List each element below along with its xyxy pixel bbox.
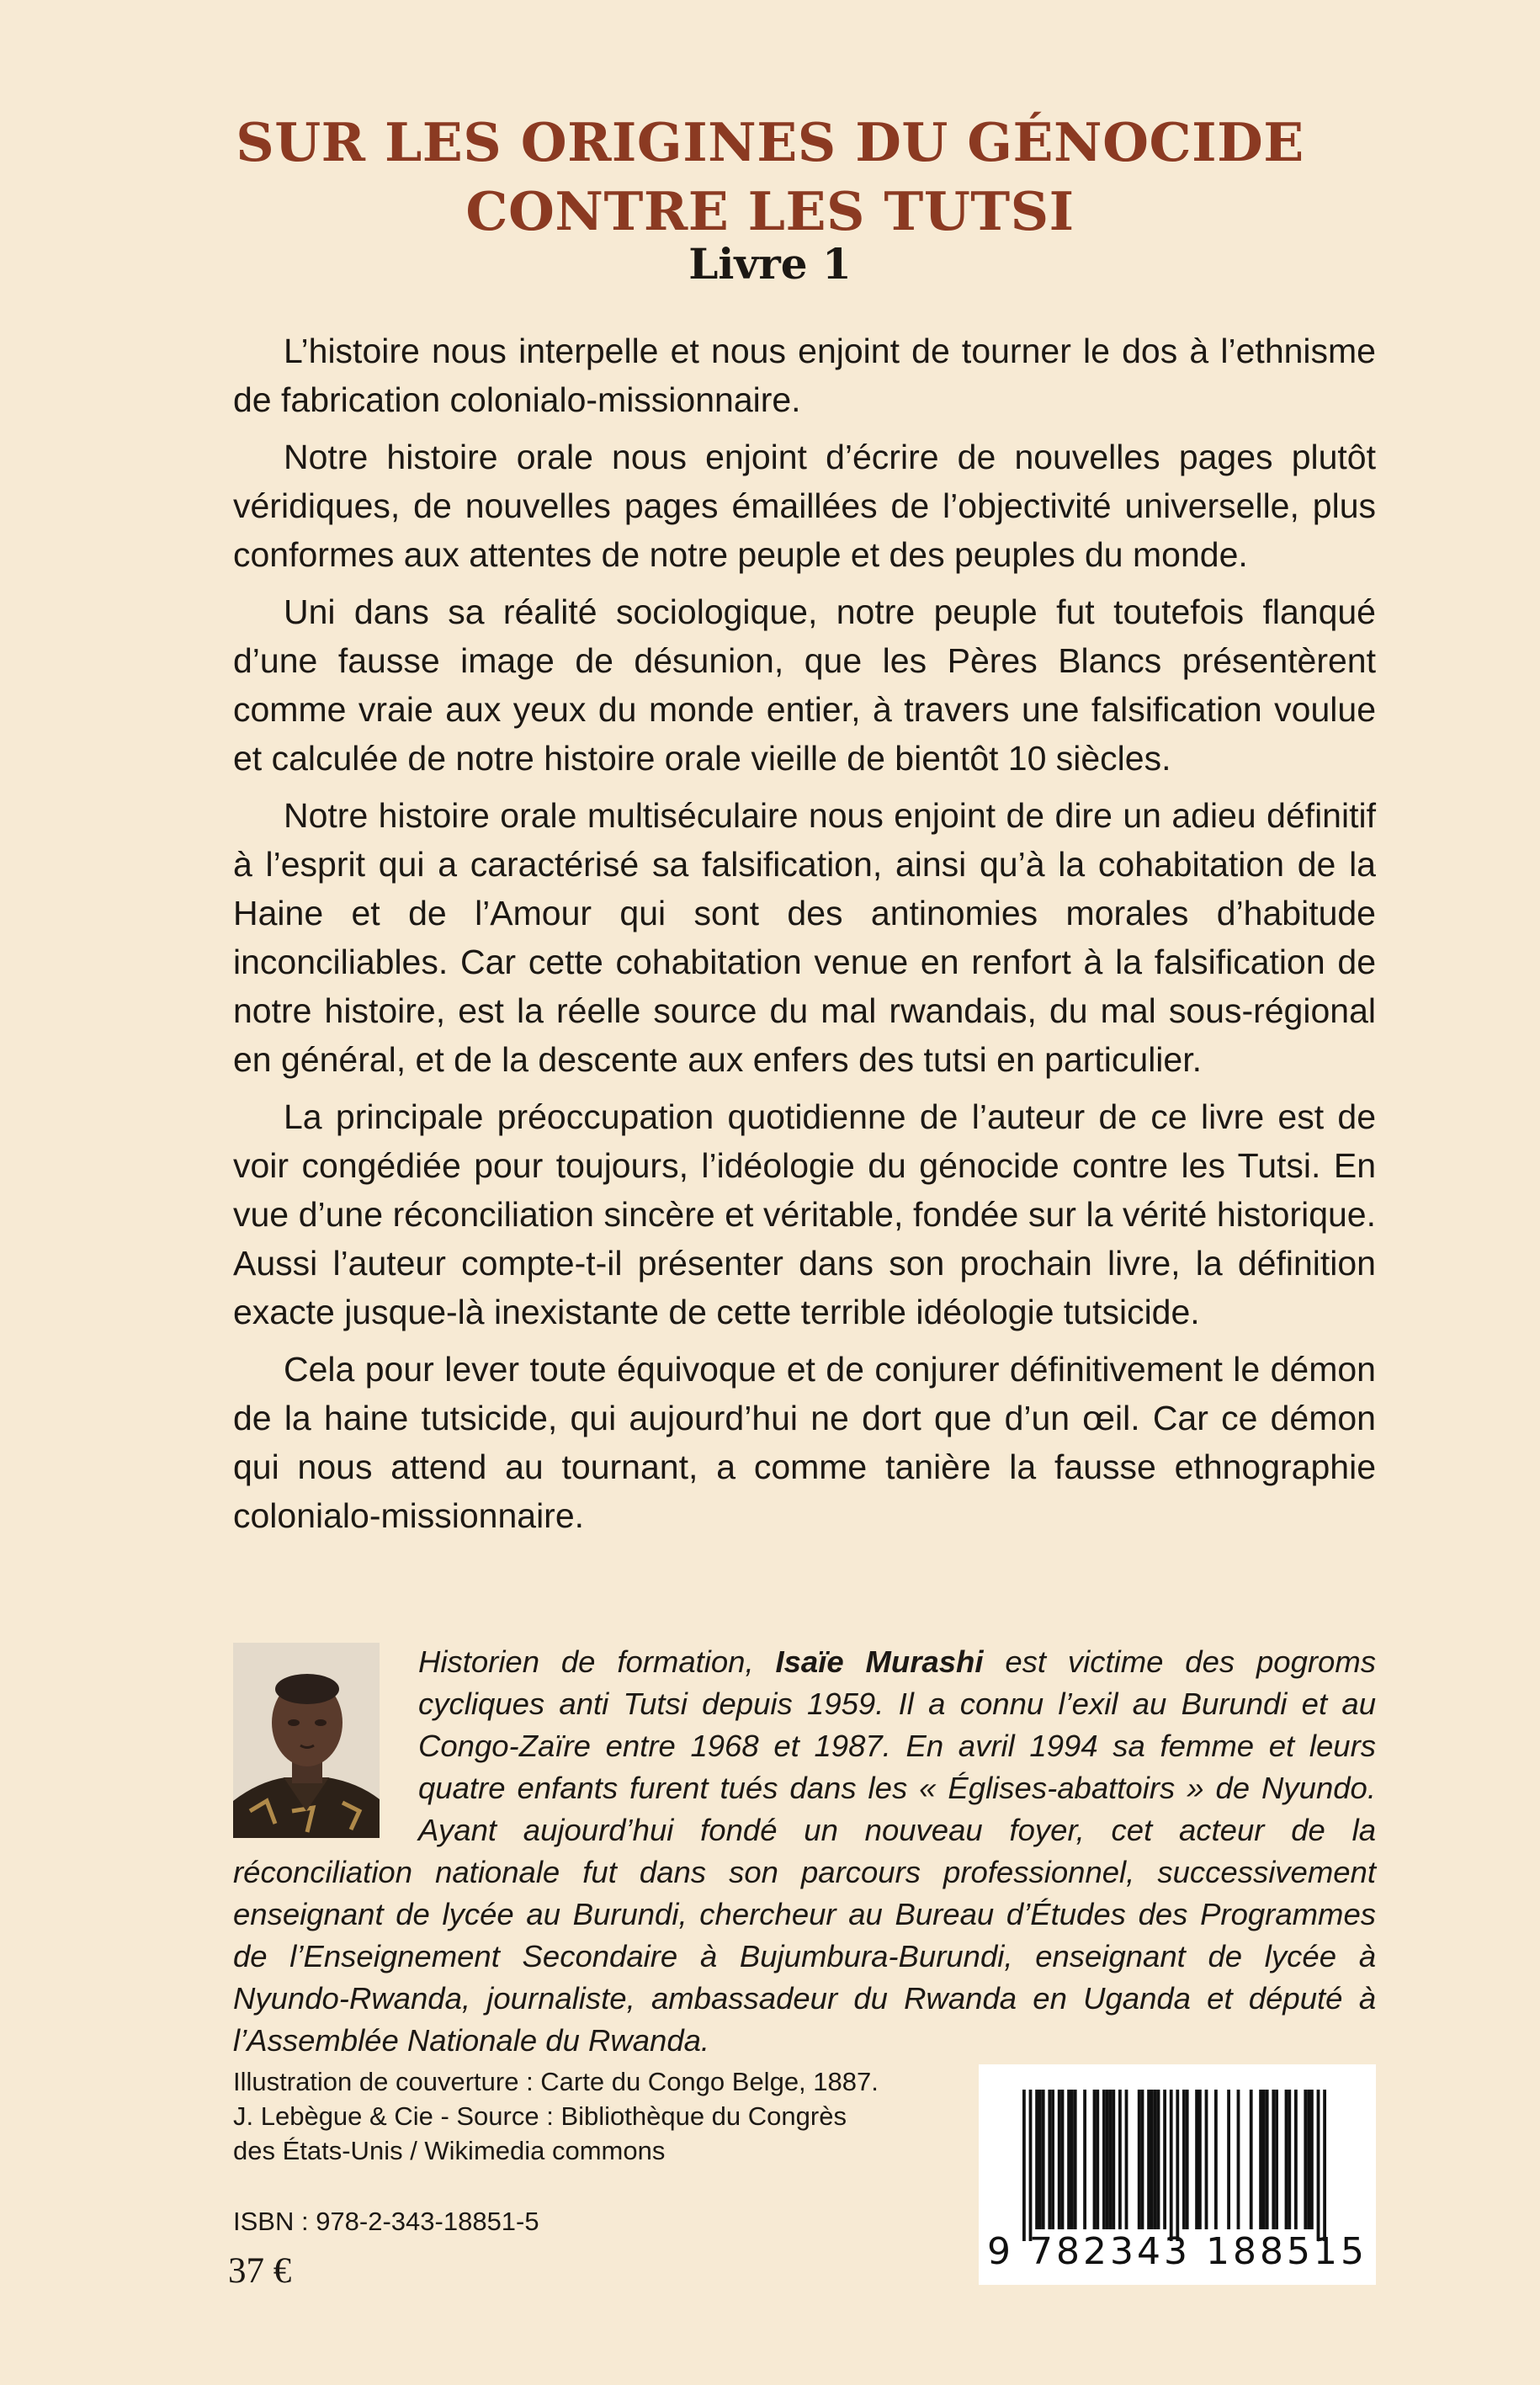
- back-cover-text: [233, 327, 1376, 1548]
- barcode-bar: [1304, 2090, 1307, 2229]
- cover-credits: [233, 2064, 889, 2168]
- barcode-bar: [1109, 2090, 1113, 2229]
- barcode-bar: [1323, 2090, 1326, 2241]
- barcode-bar: [1061, 2090, 1065, 2229]
- barcode-bar: [1070, 2090, 1074, 2229]
- barcode-bar: [1266, 2090, 1269, 2229]
- barcode-bar: [1035, 2090, 1038, 2229]
- barcode: [979, 2064, 1376, 2285]
- barcode-bar: [1163, 2090, 1166, 2229]
- barcode-bar: [1275, 2090, 1278, 2229]
- barcode-bar: [1147, 2090, 1150, 2229]
- bio-prefix: Historien de formation,: [418, 1644, 754, 1679]
- credits-line-2: J. Lebègue & Cie - Source : Bibliothèque du Congrès: [233, 2101, 847, 2131]
- book-subtitle: Livre 1: [688, 239, 852, 289]
- barcode-bar: [1112, 2090, 1115, 2229]
- barcode-bar: [1074, 2090, 1077, 2229]
- barcode-bar: [1317, 2090, 1320, 2241]
- barcode-bar: [1154, 2090, 1157, 2229]
- barcode-bar: [1237, 2090, 1240, 2229]
- barcode-bar: [1125, 2090, 1128, 2229]
- price: 37 €: [228, 2251, 292, 2291]
- paragraph: Notre histoire orale nous enjoint d’écrire de nouvelles pages plutôt véridiques, de nouvelles pages émaillées de l’objectivité universelle, plus conformes aux attentes de notre peuple et des peuples du monde.: [233, 438, 1376, 574]
- barcode-bar: [1310, 2090, 1314, 2229]
- barcode-bar: [1029, 2090, 1033, 2241]
- book-title-line-2: CONTRE LES TUTSI: [465, 180, 1075, 242]
- barcode-bar: [1262, 2090, 1266, 2229]
- barcode-bar: [1141, 2090, 1144, 2229]
- barcode-bar: [1096, 2090, 1099, 2229]
- bio-text: est victime des pogroms cycliques anti Tutsi depuis 1959. Il a connu l’exil au Burundi et au Congo-Zaïre entre 1968 et 1987. En avril 1994 sa femme et leurs quatre enfants furent tués dans les « Églises-abattoirs » de Nyundo. Ayant aujourd’hui fondé un nouveau foyer, cet acteur de la réconciliation nationale fut dans son parcours professionnel, successivement enseignant de lycée au Burundi, chercheur au Bureau d’Études des Programmes de l’Enseignement Secondaire à Bujumbura-Burundi, enseignant de lycée à Nyundo-Rwanda, journaliste, ambassadeur du Rwanda en Uganda et député à l’Assemblée Nationale du Rwanda.: [233, 1644, 1376, 2058]
- barcode-bar: [1083, 2090, 1086, 2229]
- paragraph: Uni dans sa réalité sociologique, notre peuple fut toutefois flanqué d’une fausse image de désunion, que les Pères Blancs présentèrent comme vraie aux yeux du monde entier, à travers une falsification voulue et calculée de notre histoire orale vieille de bientôt 10 siècles.: [233, 592, 1376, 778]
- barcode-bar: [1170, 2090, 1173, 2241]
- barcode-bar: [1093, 2090, 1097, 2229]
- barcode-bar: [1250, 2090, 1253, 2229]
- barcode-bar: [1138, 2090, 1141, 2229]
- credits-line-3: des États-Unis / Wikimedia commons: [233, 2136, 666, 2165]
- barcode-bar: [1198, 2090, 1202, 2229]
- barcode-bar: [1058, 2090, 1061, 2229]
- author-name: Isaïe Murashi: [775, 1644, 984, 1679]
- isbn: ISBN : 978-2-343-18851-5: [233, 2207, 539, 2236]
- barcode-bar: [1288, 2090, 1291, 2229]
- barcode-bar: [1176, 2090, 1179, 2241]
- barcode-bar: [1182, 2090, 1186, 2229]
- barcode-bar: [1259, 2090, 1262, 2229]
- barcode-bar: [1186, 2090, 1189, 2229]
- barcode-bar: [1106, 2090, 1109, 2229]
- barcode-bar: [1157, 2090, 1160, 2229]
- barcode-bar: [1118, 2090, 1122, 2229]
- barcode-bar: [1195, 2090, 1198, 2229]
- credits-line-1: Illustration de couverture : Carte du Congo Belge, 1887.: [233, 2067, 879, 2096]
- paragraph: Notre histoire orale multiséculaire nous enjoint de dire un adieu définitif à l’esprit qui a caractérisé sa falsification, ainsi qu’à la cohabitation de la Haine et de l’Amour qui sont des antinomies morales d’habitude inconciliables. Car cette cohabitation venue en renfort à la falsification de notre histoire, est la réelle source du mal rwandais, du mal sous-régional en général, et de la descente aux enfers des tutsi en particulier.: [233, 796, 1376, 1079]
- barcode-bar: [1285, 2090, 1288, 2229]
- paragraph: Cela pour lever toute équivoque et de conjurer définitivement le démon de la haine tutsicide, qui aujourd’hui ne dort que d’un œil. Car ce démon qui nous attend au tournant, a comme tanière la fausse ethnographie colonialo-missionnaire.: [233, 1350, 1376, 1535]
- barcode-bar: [1048, 2090, 1051, 2229]
- barcode-digits: 9 782343 188515: [987, 2230, 1367, 2273]
- barcode-bar: [1150, 2090, 1154, 2229]
- barcode-bar: [1214, 2090, 1218, 2229]
- barcode-bar: [1102, 2090, 1106, 2229]
- barcode-bar: [1051, 2090, 1054, 2229]
- barcode-bar: [1022, 2090, 1026, 2241]
- barcode-bar: [1294, 2090, 1298, 2229]
- barcode-bar: [1038, 2090, 1042, 2229]
- author-bio: [233, 1641, 1376, 2062]
- barcode-bar: [1307, 2090, 1310, 2229]
- barcode-bar: [1042, 2090, 1045, 2229]
- paragraph: L’histoire nous interpelle et nous enjoint de tourner le dos à l’ethnisme de fabrication colonialo-missionnaire.: [233, 332, 1376, 419]
- paragraph: La principale préoccupation quotidienne de l’auteur de ce livre est de voir congédiée pour toujours, l’idéologie du génocide contre les Tutsi. En vue d’une réconciliation sincère et véritable, fondée sur la vérité historique. Aussi l’auteur compte-t-il présenter dans son prochain livre, la définition exacte jusque-là inexistante de cette terrible idéologie tutsicide.: [233, 1097, 1376, 1331]
- barcode-bar: [1227, 2090, 1230, 2229]
- book-title: [0, 108, 1540, 246]
- barcode-bar: [1272, 2090, 1275, 2229]
- book-title-line-1: SUR LES ORIGINES DU GÉNOCIDE: [236, 111, 1304, 173]
- barcode-bar: [1067, 2090, 1070, 2229]
- barcode-bar: [1205, 2090, 1208, 2229]
